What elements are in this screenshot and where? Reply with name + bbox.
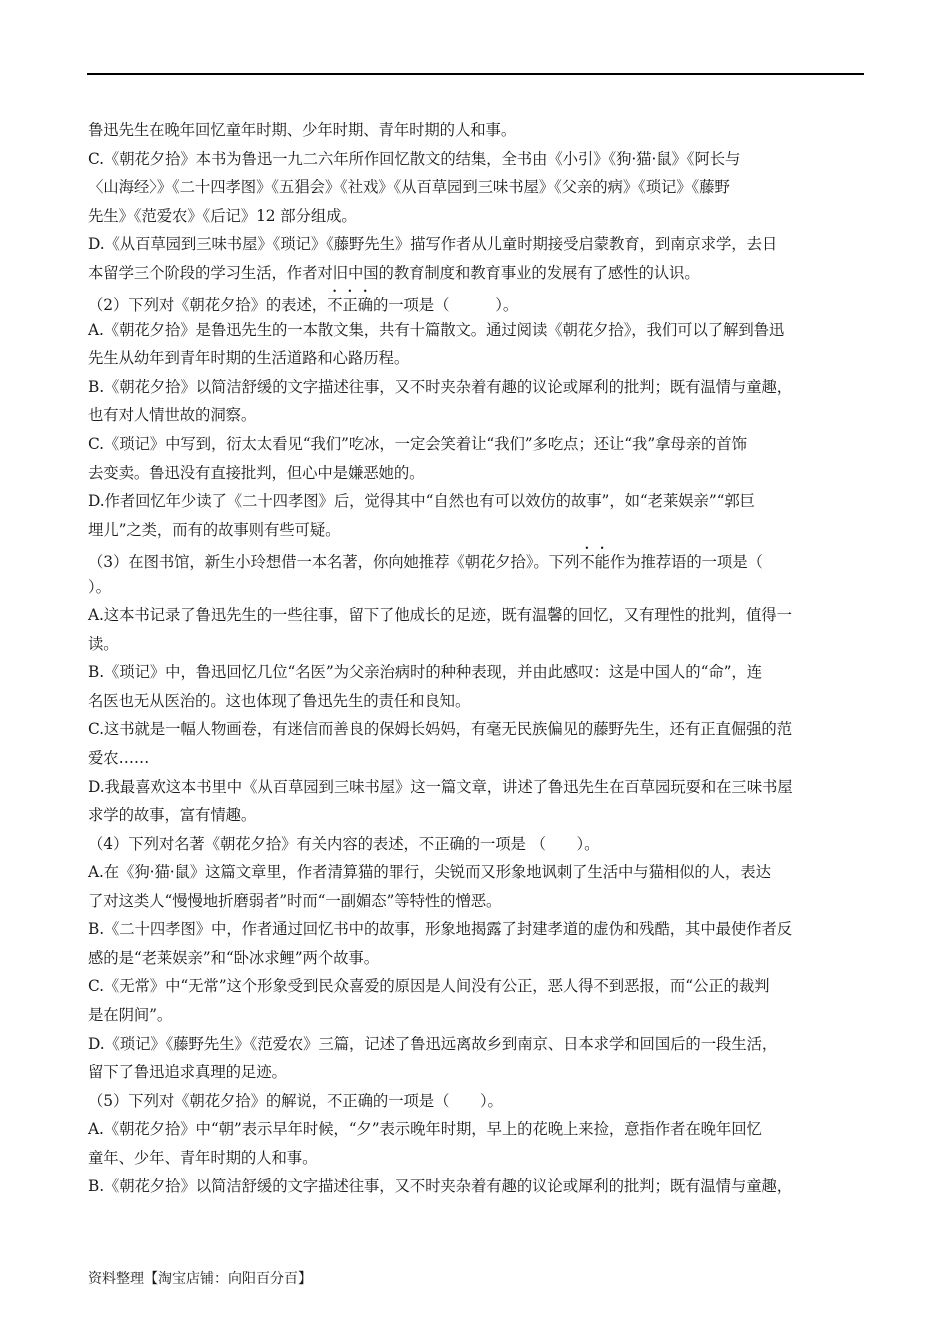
text-line: A.在《狗·猫·鼠》这篇文章里，作者清算猫的罪行，尖锐而又形象地讽刺了生活中与猫相似的人，表达	[88, 863, 771, 882]
text-line: 求学的故事，富有情趣。	[88, 806, 257, 825]
text-line	[88, 287, 866, 316]
text-line: 本留学三个阶段的学习生活，作者对旧中国的教育制度和教育事业的发展有了感性的认识。	[88, 263, 700, 282]
text-line: 埋儿”之类，而有的故事则有些可疑。	[88, 520, 341, 539]
text-line: 爱农……	[88, 749, 150, 768]
emphasis-text: 不能	[579, 553, 610, 572]
text-line: 童年、少年、青年时期的人和事。	[88, 1148, 318, 1167]
text-line: 也有对人情世故的洞察。	[88, 406, 257, 425]
emphasis-text: 不正确	[327, 296, 373, 315]
line-segment: （3）在图书馆，新生小玲想借一本名著，你向她推荐《朝花夕拾》。下列	[88, 553, 580, 572]
text-line: 先生》《范爱农》《后记》12 部分组成。	[88, 206, 357, 225]
text-line: 是在阴间”。	[88, 1005, 173, 1024]
text-line: A.《朝花夕拾》中“朝”表示早年时候，“夕”表示晚年时期，早上的花晚上来捡，意指作者在晚年回忆	[88, 1120, 762, 1139]
text-line: （5）下列对《朝花夕拾》的解说，不正确的一项是（ ）。	[88, 1091, 503, 1110]
text-line: B.《朝花夕拾》以简洁舒缓的文字描述往事，又不时夹杂着有趣的议论或犀利的批判；既有温情与童趣，	[88, 377, 793, 396]
text-line: D.我最喜欢这本书里中《从百草园到三味书屋》这一篇文章，讲述了鲁迅先生在百草园玩耍和在三味书屋	[88, 777, 793, 796]
text-line: 去变卖。鲁迅没有直接批判，但心中是嫌恶她的。	[88, 463, 425, 482]
text-line: ）。	[88, 577, 111, 596]
header-rule	[87, 73, 864, 75]
text-line: 了对这类人“慢慢地折磨弱者”时而“一副媚态”等特性的憎恶。	[88, 891, 502, 910]
text-line: A.这本书记录了鲁迅先生的一些往事，留下了他成长的足迹，既有温馨的回忆，又有理性的批判，值得一	[88, 606, 792, 625]
text-line: C.《无常》中“无常”这个形象受到民众喜爱的原因是人间没有公正，恶人得不到恶报，而“公正的裁判	[88, 977, 770, 996]
text-line: 名医也无从医治的。这也体现了鲁迅先生的责任和良知。	[88, 691, 471, 710]
text-line: 留下了鲁迅追求真理的足迹。	[88, 1063, 287, 1082]
text-line: 感的是“老莱娱亲”和“卧冰求鲤”两个故事。	[88, 948, 380, 967]
text-line: 〈山海经〉》《二十四孝图》《五猖会》《社戏》《从百草园到三味书屋》《父亲的病》《琐记》《藤野	[88, 178, 730, 197]
footer-text: 资料整理【淘宝店铺：向阳百分百】	[88, 1271, 312, 1287]
text-line: D.《琐记》《藤野先生》《范爱农》三篇，记述了鲁迅远离故乡到南京、日本求学和回国后的一段生活，	[88, 1034, 778, 1053]
text-line: C.《朝花夕拾》本书为鲁迅一九二六年所作回忆散文的结集，全书由《小引》《狗·猫·鼠》《阿长与	[88, 149, 741, 168]
text-line: C.《琐记》中写到，衍太太看见“我们”吃冰，一定会笑着让“我们”多吃点；还让“我”拿母亲的首饰	[88, 435, 747, 454]
line-segment: 作为推荐语的一项是（	[609, 553, 763, 572]
text-line: D.《从百草园到三味书屋》《琐记》《藤野先生》描写作者从儿童时期接受启蒙教育，到南京求学，去日	[88, 235, 778, 254]
text-line: 读。	[88, 634, 119, 653]
line-segment: （2）下列对《朝花夕拾》的表述，	[88, 296, 328, 315]
text-line: B.《二十四孝图》中，作者通过回忆书中的故事，形象地揭露了封建孝道的虚伪和残酷，其中最使作者反	[88, 920, 793, 939]
text-line: （4）下列对名著《朝花夕拾》有关内容的表述，不正确的一项是 （ ）。	[88, 834, 600, 853]
text-line: C.这书就是一幅人物画卷，有迷信而善良的保姆长妈妈，有毫无民族偏见的藤野先生，还有正直倔强的范	[88, 720, 792, 739]
line-segment: 的一项是（ ）。	[372, 296, 519, 315]
text-line: 鲁迅先生在晚年回忆童年时期、少年时期、青年时期的人和事。	[88, 121, 517, 139]
text-line: B.《朝花夕拾》以简洁舒缓的文字描述往事，又不时夹杂着有趣的议论或犀利的批判；既有温情与童趣，	[88, 1177, 793, 1196]
text-line: 先生从幼年到青年时期的生活道路和心路历程。	[88, 349, 410, 368]
document-body	[88, 116, 866, 1201]
text-line: D.作者回忆年少读了《二十四孝图》后，觉得其中“自然也有可以效仿的故事”，如“老莱娱亲”“郭巨	[88, 492, 755, 511]
text-line: A.《朝花夕拾》是鲁迅先生的一本散文集，共有十篇散文。通过阅读《朝花夕拾》，我们可以了解到鲁迅	[88, 320, 785, 339]
text-line	[88, 544, 866, 573]
text-line: B.《琐记》中，鲁迅回忆几位“名医”为父亲治病时的种种表现，并由此感叹：这是中国人的“命”，连	[88, 663, 762, 682]
